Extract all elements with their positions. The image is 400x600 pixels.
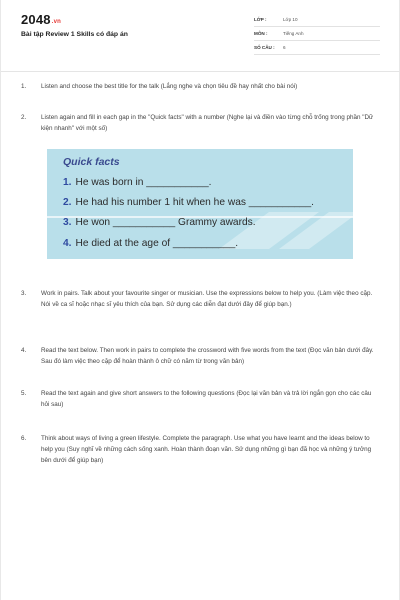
question-text: Read the text below. Then work in pairs to complete the crossword with five words from the text (Đọc văn bản dưới đây. Sau đó làm việc theo cặp để hoàn thành ô chữ có năm từ trong văn bản): [41, 347, 374, 365]
quick-facts-title: Quick facts: [63, 156, 120, 168]
question-number: 4.: [21, 347, 27, 354]
fact-text: He was born in ___________.: [75, 177, 212, 188]
fact-text: He won ___________ Grammy awards.: [75, 217, 256, 228]
meta-row-class: [254, 14, 380, 27]
document-title: Bài tập Review 1 Skills có đáp án: [21, 31, 128, 38]
fact-number: 2.: [63, 197, 72, 208]
meta-value: 6: [283, 45, 286, 50]
question-number: 5.: [21, 390, 27, 397]
question-text: Think about ways of living a green lifestyle. Complete the paragraph. Use what you have learnt and the ideas below to help you (Suy nghĩ về những cách sống xanh. Hoàn thành đoạn văn. Sử dụng những gì bạn đã học và những ý tưởng bên dưới để giúp bạn): [41, 435, 372, 464]
meta-key: SỐ CÂU :: [254, 45, 275, 50]
question-number: 2.: [21, 114, 27, 121]
fact-number: 3.: [63, 217, 72, 228]
quick-facts-image: [47, 149, 353, 259]
fact-number: 1.: [63, 177, 72, 188]
fact-number: 4.: [63, 238, 72, 249]
logo-text: 2048: [21, 12, 51, 27]
meta-key: LỚP :: [254, 17, 267, 22]
quick-fact-item: [63, 238, 238, 249]
meta-value: Tiếng Anh: [283, 31, 304, 36]
logo-suffix: .vn: [51, 19, 62, 25]
question-text: Listen and choose the best title for the talk (Lắng nghe và chọn tiêu đề hay nhất cho bài nói): [41, 83, 298, 90]
question-text: Work in pairs. Talk about your favourite singer or musician. Use the expressions below to help you. (Làm việc theo cặp. Nói về ca sĩ hoặc nhạc sĩ yêu thích của bạn. Sử dụng các diễn đạt dưới đây để giúp bạn.): [41, 290, 373, 308]
question-text: Read the text again and give short answers to the following questions (Đọc lại văn bản và trả lời ngắn gọn cho các câu hỏi sau): [41, 390, 372, 408]
worksheet-header: [1, 0, 400, 72]
fact-text: He had his number 1 hit when he was ___________.: [75, 197, 314, 208]
question-number: 3.: [21, 290, 27, 297]
quick-fact-item: [63, 197, 314, 208]
meta-row-count: [254, 42, 380, 55]
quick-fact-item: [63, 177, 211, 188]
meta-value: Lớp 10: [283, 17, 298, 22]
question-number: 1.: [21, 83, 27, 90]
quick-fact-item: [63, 217, 256, 228]
meta-key: MÔN :: [254, 31, 268, 36]
meta-row-subject: [254, 28, 380, 41]
site-logo[interactable]: [21, 12, 61, 27]
fact-text: He died at the age of ___________.: [75, 238, 239, 249]
question-text: Listen again and fill in each gap in the "Quick facts" with a number (Nghe lại và điền vào từng chỗ trống trong phần "Dữ kiện nhanh" với một số): [41, 114, 374, 132]
question-number: 6.: [21, 435, 27, 442]
